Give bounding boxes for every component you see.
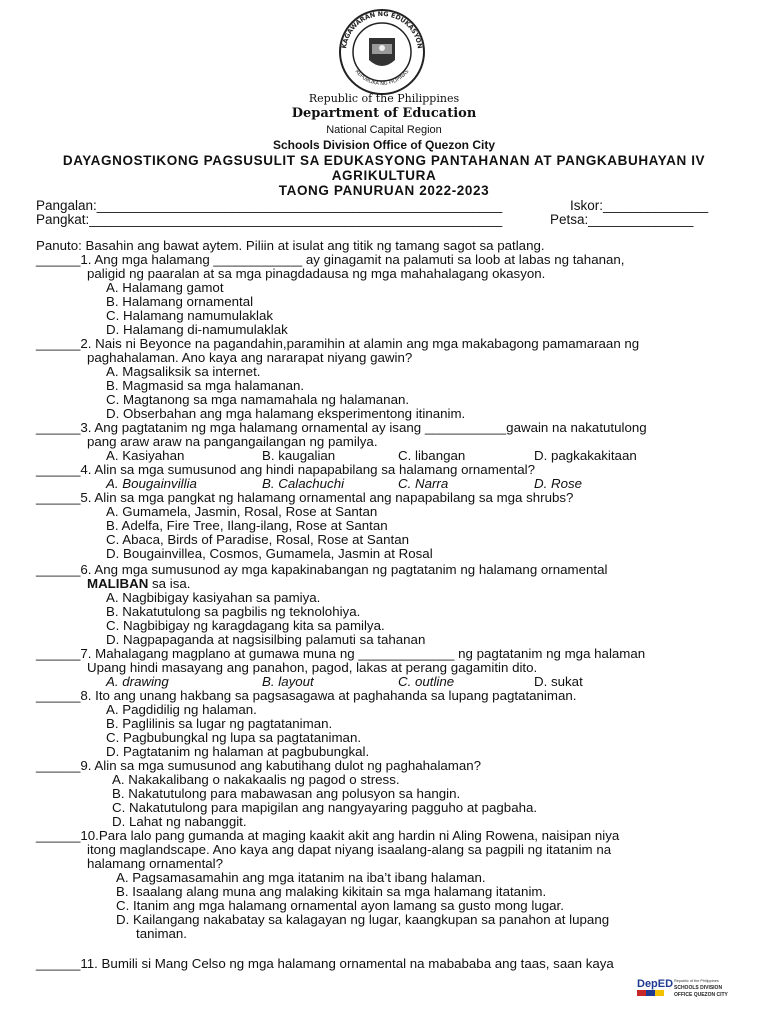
choice-1a: A. Halamang gamot (106, 280, 224, 295)
deped-footer-mark (636, 974, 736, 1000)
choice-10c: C. Itanim ang mga halamang ornamental ayon lamang sa gusto mong lugar. (116, 898, 564, 913)
maliban-emphasis: MALIBAN (87, 576, 149, 591)
choice-3a: A. Kasiyahan (106, 448, 185, 463)
question-10-cont: itong maglandscape. Ano kaya ang dapat niyang isaalang-alang sa pagpili ng itatanim na (87, 842, 612, 857)
choice-7a: A. drawing (106, 674, 169, 689)
question-3: ______3. Ang pagtatanim ng mga halamang ornamental ay isang ___________gawain na nakatutulong (36, 420, 647, 435)
choice-3d: D. pagkakakitaan (534, 448, 637, 463)
svg-text:KAGAWARAN NG EDUKASYON: KAGAWARAN NG EDUKASYON (340, 9, 424, 50)
choice-4c: C. Narra (398, 476, 449, 491)
choice-5c: C. Abaca, Birds of Paradise, Rosal, Rose at Santan (106, 532, 410, 547)
republic-line: Republic of the Philippines (308, 92, 460, 105)
choice-4a: A. Bougainvillia (106, 476, 197, 491)
iskor-field[interactable]: Iskor:______________ (570, 198, 709, 213)
choice-2c: C. Magtanong sa mga namamahala ng halamanan. (106, 392, 410, 407)
department-line: Department of Education (291, 106, 477, 121)
school-year: TAONG PANURUAN 2022-2023 (278, 183, 490, 198)
svg-text:OFFICE QUEZON CITY: OFFICE QUEZON CITY (674, 992, 728, 998)
question-10: ______10.Para lalo pang gumanda at maging kaakit akit ang hardin ni Aling Rowena, naisipan niya (36, 828, 620, 843)
question-10-cont2: halamang ornamental? (87, 856, 224, 871)
choice-2a: A. Magsaliksik sa internet. (106, 364, 261, 379)
choice-9a: A. Nakakalibang o nakakaalis ng pagod o stress. (112, 772, 400, 787)
svg-text:Republic of the Philippines: Republic of the Philippines (674, 979, 719, 983)
question-7-cont: Upang hindi masayang ang panahon, pagod, lakas at perang gagamitin dito. (87, 660, 538, 675)
choice-8a: A. Pagdidilig ng halaman. (106, 702, 257, 717)
test-title-line2: AGRIKULTURA (331, 168, 437, 183)
question-11: ______11. Bumili si Mang Celso ng mga halamang ornamental na mabababa ang taas, saan kaya (36, 956, 614, 971)
question-9: ______9. Alin sa mga sumusunod ang kabutihang dulot ng paghahalaman? (36, 758, 482, 773)
choice-5d: D. Bougainvillea, Cosmos, Gumamela, Jasmin at Rosal (106, 546, 433, 561)
question-8: ______8. Ito ang unang hakbang sa pagsasagawa at paghahanda sa lupang pagtataniman. (36, 688, 577, 703)
choice-9b: B. Nakatutulong para mabawasan ang polusyon sa hangin. (112, 786, 461, 801)
choice-2b: B. Magmasid sa mga halamanan. (106, 378, 305, 393)
choice-9c: C. Nakatutulong para mapigilan ang nangyayaring pagguho at pagbaha. (112, 800, 538, 815)
choice-6c: C. Nagbibigay ng karagdagang kita sa pamilya. (106, 618, 385, 633)
choice-1d: D. Halamang di-namumulaklak (106, 322, 288, 337)
choice-8b: B. Paglilinis sa lugar ng pagtataniman. (106, 716, 333, 731)
choice-1b: B. Halamang ornamental (106, 294, 254, 309)
choice-6d: D. Nagpapaganda at nagsisilbing palamuti sa tahanan (106, 632, 426, 647)
choice-10b: B. Isaalang alang muna ang malaking kikitain sa mga halamang itatanim. (116, 884, 547, 899)
deped-footer-logo (636, 974, 736, 1000)
choice-4b: B. Calachuchi (262, 476, 345, 491)
question-5: ______5. Alin sa mga pangkat ng halamang ornamental ang napapabilang sa mga shrubs? (36, 490, 574, 505)
question-6-tail: sa isa. (148, 576, 191, 591)
choice-6b: B. Nakatutulong sa pagbilis ng teknolohiya. (106, 604, 361, 619)
choice-6a: A. Nagbibigay kasiyahan sa pamiya. (106, 590, 321, 605)
choice-8d: D. Pagtatanim ng halaman at pagbubungkal. (106, 744, 370, 759)
instructions: Panuto: Basahin ang bawat aytem. Piliin at isulat ang titik ng tamang sagot sa patlang. (36, 238, 545, 253)
choice-7d: D. sukat (534, 674, 583, 689)
choice-2d: D. Obserbahan ang mga halamang eksperimentong itinanim. (106, 406, 466, 421)
svg-text:REPUBLIKA NG PILIPINAS: REPUBLIKA NG PILIPINAS (353, 68, 411, 87)
question-7: ______7. Mahalagang magplano at gumawa muna ng _____________ ng pagtatanim ng mga halaman (36, 646, 646, 661)
pangalan-field[interactable]: Pangalan:______________________________________________________ (36, 198, 503, 213)
choice-5b: B. Adelfa, Fire Tree, Ilang-ilang, Rose at Santan (106, 518, 388, 533)
choice-10a: A. Pagsamasamahin ang mga itatanim na iba’t ibang halaman. (116, 870, 486, 885)
choice-10d-cont: taniman. (136, 926, 187, 941)
pangkat-field[interactable]: Pangkat:_______________________________________________________ (36, 212, 503, 227)
choice-9d: D. Lahat ng nabanggit. (112, 814, 247, 829)
choice-1c: C. Halamang namumulaklak (106, 308, 274, 323)
choice-5a: A. Gumamela, Jasmin, Rosal, Rose at Santan (106, 504, 378, 519)
question-6: ______6. Ang mga sumusunod ay mga kapakinabangan ng pagtatanim ng halamang ornamental (36, 562, 608, 577)
svg-text:DepED: DepED (637, 978, 674, 990)
choice-4d: D. Rose (534, 476, 583, 491)
question-1: ______1. Ang mga halamang ____________ ay ginagamit na palamuti sa loob at labas ng tahanan, (36, 252, 625, 267)
question-1-cont: paligid ng paaralan at sa mga pinagdadausa ng mga mahahalagang okasyon. (87, 266, 546, 281)
deped-seal (326, 8, 438, 96)
test-title-line1: DAYAGNOSTIKONG PAGSUSULIT SA EDUKASYONG PANTAHANAN AT PANGKABUHAYAN IV (62, 153, 706, 168)
question-2: ______2. Nais ni Beyonce na pagandahin,paramihin at alamin ang mga makabagong pamamaraan ng (36, 336, 640, 351)
svg-text:SCHOOLS DIVISION: SCHOOLS DIVISION (674, 985, 723, 991)
choice-8c: C. Pagbubungkal ng lupa sa pagtataniman. (106, 730, 362, 745)
choice-7b: B. layout (262, 674, 314, 689)
choice-3b: B. kaugalian (262, 448, 336, 463)
choice-7c: C. outline (398, 674, 455, 689)
question-4: ______4. Alin sa mga sumusunod ang hindi napapabilang sa halamang ornamental? (36, 462, 535, 477)
petsa-field[interactable]: Petsa:______________ (550, 212, 694, 227)
question-3-cont: pang araw araw na pangangailangan ng pamilya. (87, 434, 378, 449)
region-line: National Capital Region (326, 124, 442, 136)
choice-3c: C. libangan (398, 448, 466, 463)
question-6-cont (87, 576, 190, 591)
division-line: Schools Division Office of Quezon City (272, 138, 496, 152)
question-2-cont: paghahalaman. Ano kaya ang nararapat niyang gawin? (87, 350, 413, 365)
choice-10d: D. Kailangang nakabatay sa kalagayan ng lugar, kaangkupan sa panahon at lupang (116, 912, 610, 927)
